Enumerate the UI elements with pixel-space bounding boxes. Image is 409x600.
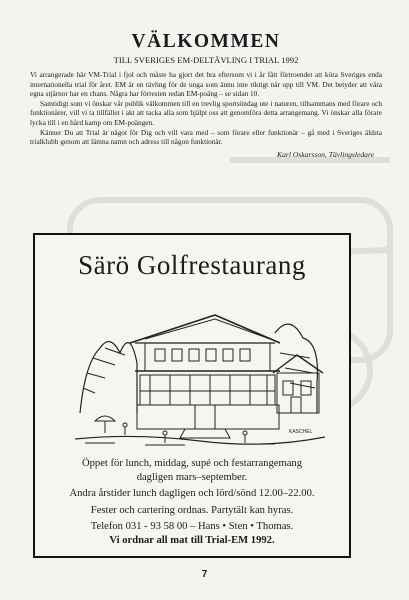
welcome-paragraph-3: Känner Du att Trial är något för Dig och vill vara med – som förare eller funktionär – gå med i Sveriges äldsta trialklubb genom att lämna namn och adress till någon funktionär.	[30, 127, 382, 147]
page-number: 7	[201, 569, 208, 580]
opening-hours-line-2: dagligen mars–september.	[136, 471, 248, 483]
welcome-signature: Karl Oskarsson, Tävlingsledare	[277, 149, 374, 159]
phone-line: Telefon 031 - 93 58 00 – Hans • Sten • Thomas.	[90, 521, 294, 532]
trial-em-line: Vi ordnar all mat till Trial-EM 1992.	[109, 534, 275, 546]
welcome-section	[30, 30, 382, 159]
restaurant-name: Särö Golfrestaurang	[78, 250, 306, 280]
restaurant-building-illustration	[75, 293, 325, 448]
restaurant-advertisement	[33, 233, 351, 558]
illustration-signature: KASCHEL	[289, 429, 313, 435]
opening-hours-line-1: Öppet för lunch, middag, supé och festarrangemang	[81, 458, 303, 469]
off-season-hours-line: Andra årstider lunch dagligen och lörd/sönd 12.00–22.00.	[69, 488, 315, 499]
welcome-paragraph-1: Vi arrangerade här VM-Trial i fjol och måste ha gjort det bra eftersom vi i år fått förtroendet att köra Sveriges enda internationella trial för året. EM är en tävling för de unga som ännu inte riktigt når upp till VM. Det betyder att våra egna stjärnor har en chans. Några har förresten redan EM-poäng – se sidan 10.	[30, 70, 382, 99]
welcome-subtitle: TILL SVERIGES EM-DELTÄVLING I TRIAL 1992	[113, 55, 299, 65]
restaurant-details	[35, 457, 349, 547]
catering-line: Fester och cartering ordnas. Partytält kan hyras.	[90, 504, 294, 516]
welcome-paragraph-2: Samtidigt som vi önskar vår publik välkommen till en trevlig sportsöndag ute i naturen, tillsammans med förare och funktionärer, vill vi ta tillfället i akt att tacka alla som hjälpt oss att genomföra detta arrangemang. Vi önskar alla förare lycka till i en hård kamp om EM-poängen.	[30, 98, 382, 127]
welcome-title: VÄLKOMMEN	[131, 31, 281, 52]
